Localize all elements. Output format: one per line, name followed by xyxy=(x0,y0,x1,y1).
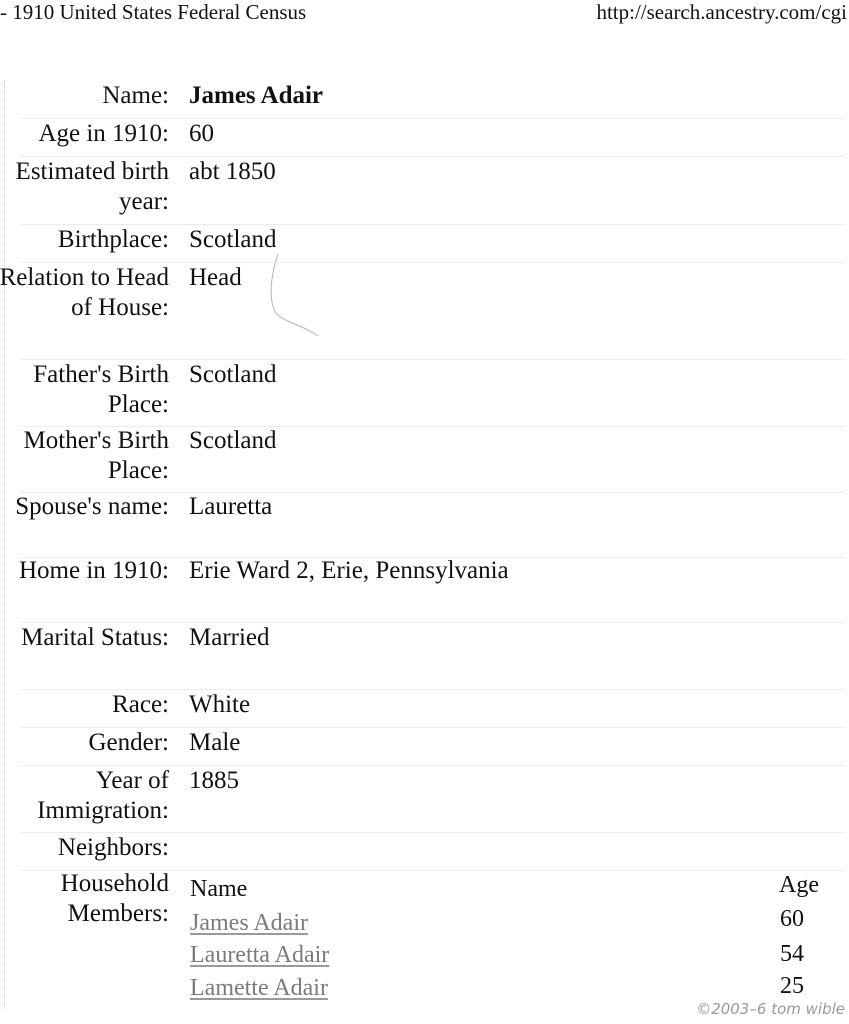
field-value-mother-birthplace: Scotland xyxy=(189,427,277,454)
field-row-relation xyxy=(0,263,849,356)
field-value-relation: Head xyxy=(189,264,242,291)
household-member-age: 60 xyxy=(780,906,804,932)
field-row-father-birthplace xyxy=(0,360,849,423)
household-member-link[interactable]: Lauretta Adair xyxy=(190,942,330,968)
household-label: Household Members: xyxy=(60,870,169,927)
field-label: Father's Birth Place: xyxy=(33,361,169,418)
household-col-name: Name xyxy=(190,876,248,902)
household-member-age: 54 xyxy=(780,941,804,967)
field-row-spouse xyxy=(0,492,849,554)
field-label: Marital Status: xyxy=(21,624,169,651)
page-header-url: http://search.ancestry.com/cgi xyxy=(596,0,847,24)
field-value-birth-year: abt 1850 xyxy=(189,158,276,185)
field-row-name xyxy=(0,81,849,115)
field-label: Age in 1910: xyxy=(38,120,169,147)
household-member-link[interactable]: James Adair xyxy=(190,910,308,936)
field-label: Gender: xyxy=(88,729,169,756)
field-label: Home in 1910: xyxy=(19,557,169,584)
household-member-age: 25 xyxy=(780,973,804,999)
field-value-race: White xyxy=(189,691,251,718)
household-col-age: Age xyxy=(779,872,819,898)
field-value-home: Erie Ward 2, Erie, Pennsylvania xyxy=(189,557,509,584)
copyright-text: ©2003–6 tom wible xyxy=(696,1000,845,1018)
field-label: Relation to Head of House: xyxy=(0,264,169,321)
household-members-section xyxy=(0,869,849,1009)
field-row-marital-status xyxy=(0,623,849,686)
field-label: Neighbors: xyxy=(57,834,169,861)
household-member-link[interactable]: Lamette Adair xyxy=(190,975,328,1001)
field-row-immigration xyxy=(0,766,849,829)
field-row-age xyxy=(0,119,849,153)
field-row-race xyxy=(0,690,849,724)
field-row-birth-year xyxy=(0,157,849,221)
field-label: Mother's Birth Place: xyxy=(23,427,169,484)
field-label: Race: xyxy=(112,691,169,718)
field-value-gender: Male xyxy=(189,729,241,756)
field-value-birthplace: Scotland xyxy=(189,226,277,253)
page-header-title: - 1910 United States Federal Census xyxy=(0,0,307,24)
field-label: Estimated birth year: xyxy=(15,158,169,215)
field-label: Name: xyxy=(102,82,169,109)
field-row-mother-birthplace xyxy=(0,426,849,489)
field-value-spouse: Lauretta xyxy=(189,493,273,520)
field-value-father-birthplace: Scotland xyxy=(189,361,277,388)
field-value-marital-status: Married xyxy=(189,624,270,651)
field-value-age: 60 xyxy=(189,120,214,147)
field-row-home xyxy=(0,556,849,619)
field-label: Year of Immigration: xyxy=(37,767,169,824)
field-row-gender xyxy=(0,728,849,762)
field-label: Birthplace: xyxy=(57,226,169,253)
field-value-immigration: 1885 xyxy=(189,767,239,794)
field-label: Spouse's name: xyxy=(15,493,169,520)
field-row-neighbors xyxy=(0,833,849,867)
field-row-birthplace xyxy=(0,225,849,259)
field-value-name: James Adair xyxy=(189,82,324,109)
